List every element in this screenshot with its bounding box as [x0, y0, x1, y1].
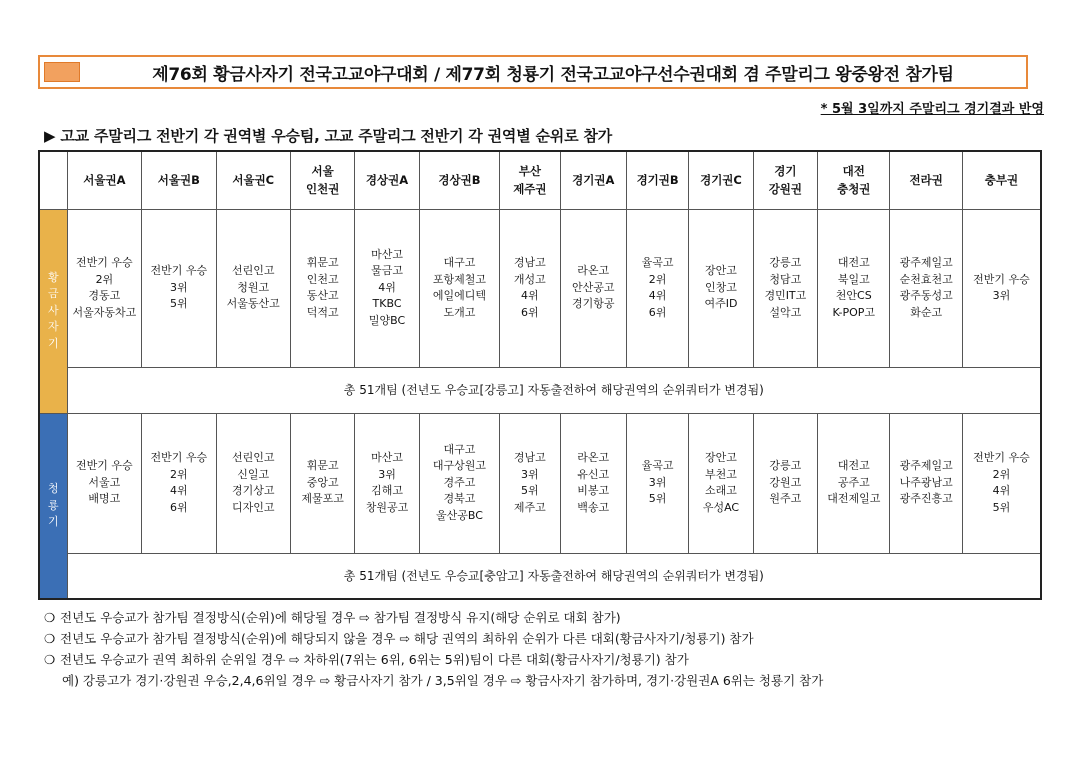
table-header-row — [39, 151, 1041, 209]
bullet-icon: ❍ — [44, 652, 56, 667]
team-cell — [818, 209, 890, 367]
update-note: * 5월 3일까지 주말리그 경기결과 반영 — [820, 102, 1044, 117]
team-entry: 5위 — [992, 500, 1011, 514]
column-header-text: 대전 — [842, 163, 865, 178]
team-entry: 개성고 — [513, 272, 546, 286]
column-header-text: 서울권C — [232, 173, 275, 188]
team-entry: 천안CS — [835, 289, 872, 302]
tournament-label-char: 기 — [48, 515, 59, 528]
team-entry: 라온고 — [577, 264, 610, 278]
column-header-text: 인천권 — [305, 182, 340, 197]
team-entry: 4위 — [170, 484, 188, 497]
team-cell — [67, 413, 141, 553]
team-entry: 백송고 — [577, 500, 610, 514]
header-corner — [39, 151, 67, 209]
team-entry: TKBC — [372, 297, 402, 311]
title-color-swatch — [44, 62, 80, 82]
column-header-text: 경상권A — [365, 173, 409, 188]
team-entry: 경남고 — [513, 256, 546, 269]
team-cell — [67, 209, 141, 367]
team-entry: 서울자동차고 — [72, 305, 137, 319]
column-header-text: 부산 — [518, 163, 541, 178]
team-entry: 4위 — [378, 280, 396, 294]
team-entry: 3위 — [170, 280, 188, 294]
team-entry: 디자인고 — [231, 500, 275, 514]
team-entry: 장안고 — [705, 264, 737, 278]
team-cell — [818, 413, 890, 553]
column-header-text: 경상권B — [438, 173, 481, 188]
row-hwanggeumsajagi — [39, 209, 1041, 367]
team-entry: 마산고 — [371, 451, 403, 464]
team-entry: 전반기 우승 — [973, 272, 1030, 286]
team-cell — [216, 209, 290, 367]
team-entry: 경주고 — [443, 475, 476, 489]
team-cell — [142, 413, 216, 553]
column-header-text: 충부권 — [984, 173, 1019, 188]
team-entry: 청원고 — [237, 280, 270, 294]
footnote-3 — [44, 649, 823, 670]
team-entry: 4위 — [648, 289, 667, 302]
team-entry: 공주고 — [837, 475, 870, 489]
team-entry: 덕적고 — [306, 305, 339, 319]
team-entry: 2위 — [648, 272, 667, 286]
footnote-text: 전년도 우승교가 권역 최하위 순위일 경우 ⇨ 차하위(7위는 6위, 6위는 5위)팀이 다른 대회(황금사자기/청룡기) 참가 — [60, 652, 689, 667]
team-cell — [142, 209, 216, 367]
participants-table — [38, 150, 1042, 600]
team-entry: 대구상원고 — [432, 459, 487, 473]
team-entry: 대전고 — [837, 256, 870, 269]
tournament-label-char: 자 — [48, 320, 59, 334]
team-entry: 화순고 — [910, 305, 943, 319]
team-count-summary: 총 51개팀 (전년도 우승교[강릉고] 자동출전하여 해당권역의 순위쿼터가 변경됨) — [67, 367, 1041, 413]
team-entry: 경남고 — [513, 451, 546, 464]
team-entry: 대전고 — [837, 459, 870, 473]
team-entry: 에일에디텍 — [432, 289, 487, 302]
row-cheongryonggi — [39, 413, 1041, 553]
team-entry: 경민IT고 — [764, 289, 807, 302]
team-cell — [689, 209, 753, 367]
column-header-text: 경기권A — [572, 173, 615, 188]
team-entry: 전반기 우승 — [150, 264, 208, 278]
footnote-text: 전년도 우승교가 참가팀 결정방식(순위)에 해당될 경우 ⇨ 참가팀 결정방식 유지(해당 순위로 대회 참가) — [60, 610, 621, 625]
column-header — [753, 151, 817, 209]
team-entry: 3위 — [521, 467, 539, 481]
tournament-label-char: 사 — [48, 303, 59, 317]
team-entry: 소래고 — [705, 484, 737, 497]
team-cell — [689, 413, 753, 553]
column-header — [142, 151, 216, 209]
team-entry: 휘문고 — [306, 256, 339, 269]
tournament-label-char: 룡 — [48, 498, 59, 512]
column-header — [818, 151, 890, 209]
team-entry: 비봉고 — [577, 484, 610, 497]
column-header-text: 경기권B — [636, 173, 679, 188]
team-cell — [560, 413, 626, 553]
team-entry: 동산고 — [306, 289, 339, 302]
team-cell — [962, 413, 1041, 553]
team-cell — [216, 413, 290, 553]
team-entry: 3위 — [992, 289, 1011, 302]
team-cell — [355, 413, 419, 553]
team-entry: 선린인고 — [231, 451, 275, 464]
column-header-text: 전라권 — [909, 173, 943, 188]
team-entry: 5위 — [521, 484, 539, 497]
team-entry: 대구고 — [443, 442, 476, 456]
column-header — [962, 151, 1041, 209]
tournament-label-char: 금 — [48, 287, 59, 301]
tournament-label-char: 황 — [48, 270, 59, 284]
footnote-text: 전년도 우승교가 참가팀 결정방식(순위)에 해당되지 않을 경우 ⇨ 해당 권역의 최하위 순위가 다른 대회(황금사자기/청룡기) 참가 — [60, 631, 754, 646]
team-entry: 휘문고 — [306, 459, 339, 473]
team-entry: 경동고 — [88, 289, 121, 302]
team-entry: 나주광남고 — [899, 475, 953, 489]
team-entry: 6위 — [521, 305, 539, 319]
team-entry: 안산공고 — [571, 280, 615, 294]
footnotes — [44, 607, 823, 691]
summary-row — [39, 553, 1041, 599]
team-entry: 여주ID — [704, 297, 738, 311]
column-header-text: 경기권C — [700, 173, 742, 188]
team-cell — [419, 413, 499, 553]
team-entry: 유신고 — [577, 467, 610, 481]
team-entry: 경북고 — [443, 492, 476, 506]
team-cell — [753, 209, 817, 367]
column-header — [560, 151, 626, 209]
team-entry: 강릉고 — [769, 256, 802, 269]
column-header-text: 제주권 — [513, 182, 547, 197]
team-entry: 2위 — [170, 467, 188, 481]
team-cell — [890, 413, 962, 553]
team-cell — [962, 209, 1041, 367]
team-entry: 서울동산고 — [226, 297, 280, 311]
team-entry: 라온고 — [577, 451, 610, 464]
team-entry: 포항제철고 — [432, 272, 487, 286]
team-entry: 전반기 우승 — [150, 451, 208, 464]
team-cell — [626, 413, 688, 553]
team-cell — [290, 209, 354, 367]
team-cell — [500, 413, 560, 553]
team-entry: 강원고 — [769, 475, 802, 489]
team-cell — [290, 413, 354, 553]
column-header-text: 서울 — [311, 163, 334, 178]
tournament-label-char: 기 — [48, 336, 59, 350]
team-entry: 서울고 — [88, 475, 121, 489]
team-entry: 4위 — [521, 289, 539, 302]
section-heading: ▶ 고교 주말리그 전반기 각 권역별 우승팀, 고교 주말리그 전반기 각 권역별 순위로 참가 — [44, 127, 612, 145]
column-header-text: 강원권 — [768, 182, 803, 197]
team-entry: 경기항공 — [571, 297, 615, 311]
team-entry: 중앙고 — [306, 475, 339, 489]
team-entry: 6위 — [648, 305, 667, 319]
team-entry: 제물포고 — [301, 492, 344, 506]
team-cell — [419, 209, 499, 367]
team-entry: 김해고 — [371, 484, 403, 497]
team-entry: 선린인고 — [231, 264, 275, 278]
team-entry: 2위 — [992, 467, 1011, 481]
team-entry: 광주동성고 — [899, 289, 953, 302]
team-entry: 울산공BC — [435, 508, 483, 522]
summary-row — [39, 367, 1041, 413]
column-header — [67, 151, 141, 209]
team-entry: 5위 — [648, 492, 667, 506]
column-header-text: 서울권A — [83, 173, 126, 188]
footnote-example: 예) 강릉고가 경기·강원권 우승,2,4,6위일 경우 ⇨ 황금사자기 참가 / 3,5위일 경우 ⇨ 황금사자기 참가하며, 경기·강원권A 6위는 청룡기 참가 — [62, 673, 824, 688]
team-entry: 율곡고 — [641, 459, 674, 473]
team-entry: 순천효천고 — [899, 272, 953, 286]
team-entry: 율곡고 — [641, 256, 674, 269]
team-entry: 배명고 — [88, 492, 121, 506]
column-header — [890, 151, 962, 209]
team-entry: 물금고 — [371, 264, 403, 278]
team-entry: 창원공고 — [365, 500, 409, 514]
team-entry: 강릉고 — [769, 459, 802, 473]
team-entry: 3위 — [648, 475, 667, 489]
team-entry: 전반기 우승 — [76, 459, 133, 473]
column-header — [216, 151, 290, 209]
team-entry: 장안고 — [705, 451, 737, 464]
team-entry: 인천고 — [306, 272, 339, 286]
column-header-text: 서울권B — [157, 173, 200, 188]
team-entry: 청담고 — [769, 272, 802, 286]
team-entry: 6위 — [170, 500, 188, 514]
column-header — [355, 151, 419, 209]
team-entry: 전반기 우승 — [76, 256, 133, 269]
team-cell — [355, 209, 419, 367]
team-entry: 도개고 — [443, 305, 476, 319]
team-entry: 설악고 — [769, 305, 802, 319]
team-entry: 대구고 — [443, 256, 476, 269]
team-entry: 전반기 우승 — [973, 451, 1030, 464]
team-entry: 원주고 — [769, 492, 802, 506]
document-title: 제76회 황금사자기 전국고교야구대회 / 제77회 청룡기 전국고교야구선수권대회 겸 주말리그 왕중왕전 참가팀 — [152, 64, 954, 85]
footnote-2 — [44, 628, 823, 649]
bullet-icon: ❍ — [44, 610, 56, 625]
team-cell — [890, 209, 962, 367]
team-entry: 경기상고 — [231, 484, 275, 497]
tournament-label-char: 청 — [48, 482, 59, 495]
team-entry: 대전제일고 — [827, 492, 881, 506]
column-header — [290, 151, 354, 209]
team-entry: 부천고 — [705, 467, 737, 481]
team-entry: 우성AC — [702, 500, 740, 514]
team-entry: 북일고 — [837, 272, 870, 286]
column-header — [626, 151, 688, 209]
team-entry: 제주고 — [513, 500, 546, 514]
tournament-label — [39, 209, 67, 413]
team-cell — [753, 413, 817, 553]
team-entry: 5위 — [170, 297, 188, 311]
team-entry: 밀양BC — [368, 313, 406, 327]
column-header — [689, 151, 753, 209]
team-entry: 4위 — [992, 484, 1011, 497]
tournament-label — [39, 413, 67, 599]
column-header — [419, 151, 499, 209]
bullet-icon: ❍ — [44, 631, 56, 646]
team-entry: K-POP고 — [832, 305, 876, 319]
team-cell — [626, 209, 688, 367]
team-entry: 신일고 — [237, 467, 270, 481]
title-box — [38, 55, 1028, 89]
footnote-1 — [44, 607, 823, 628]
column-header — [500, 151, 560, 209]
team-count-summary: 총 51개팀 (전년도 우승교[충암고] 자동출전하여 해당권역의 순위쿼터가 변경됨) — [67, 553, 1041, 599]
team-entry: 마산고 — [371, 247, 403, 261]
team-cell — [560, 209, 626, 367]
team-entry: 광주진흥고 — [899, 492, 953, 506]
team-cell — [500, 209, 560, 367]
team-entry: 광주제일고 — [899, 459, 953, 473]
team-entry: 광주제일고 — [899, 256, 953, 269]
team-entry: 3위 — [378, 467, 396, 481]
column-header-text: 충청권 — [837, 182, 871, 197]
team-entry: 인창고 — [705, 280, 737, 294]
team-entry: 2위 — [95, 272, 114, 286]
column-header-text: 경기 — [774, 163, 797, 178]
